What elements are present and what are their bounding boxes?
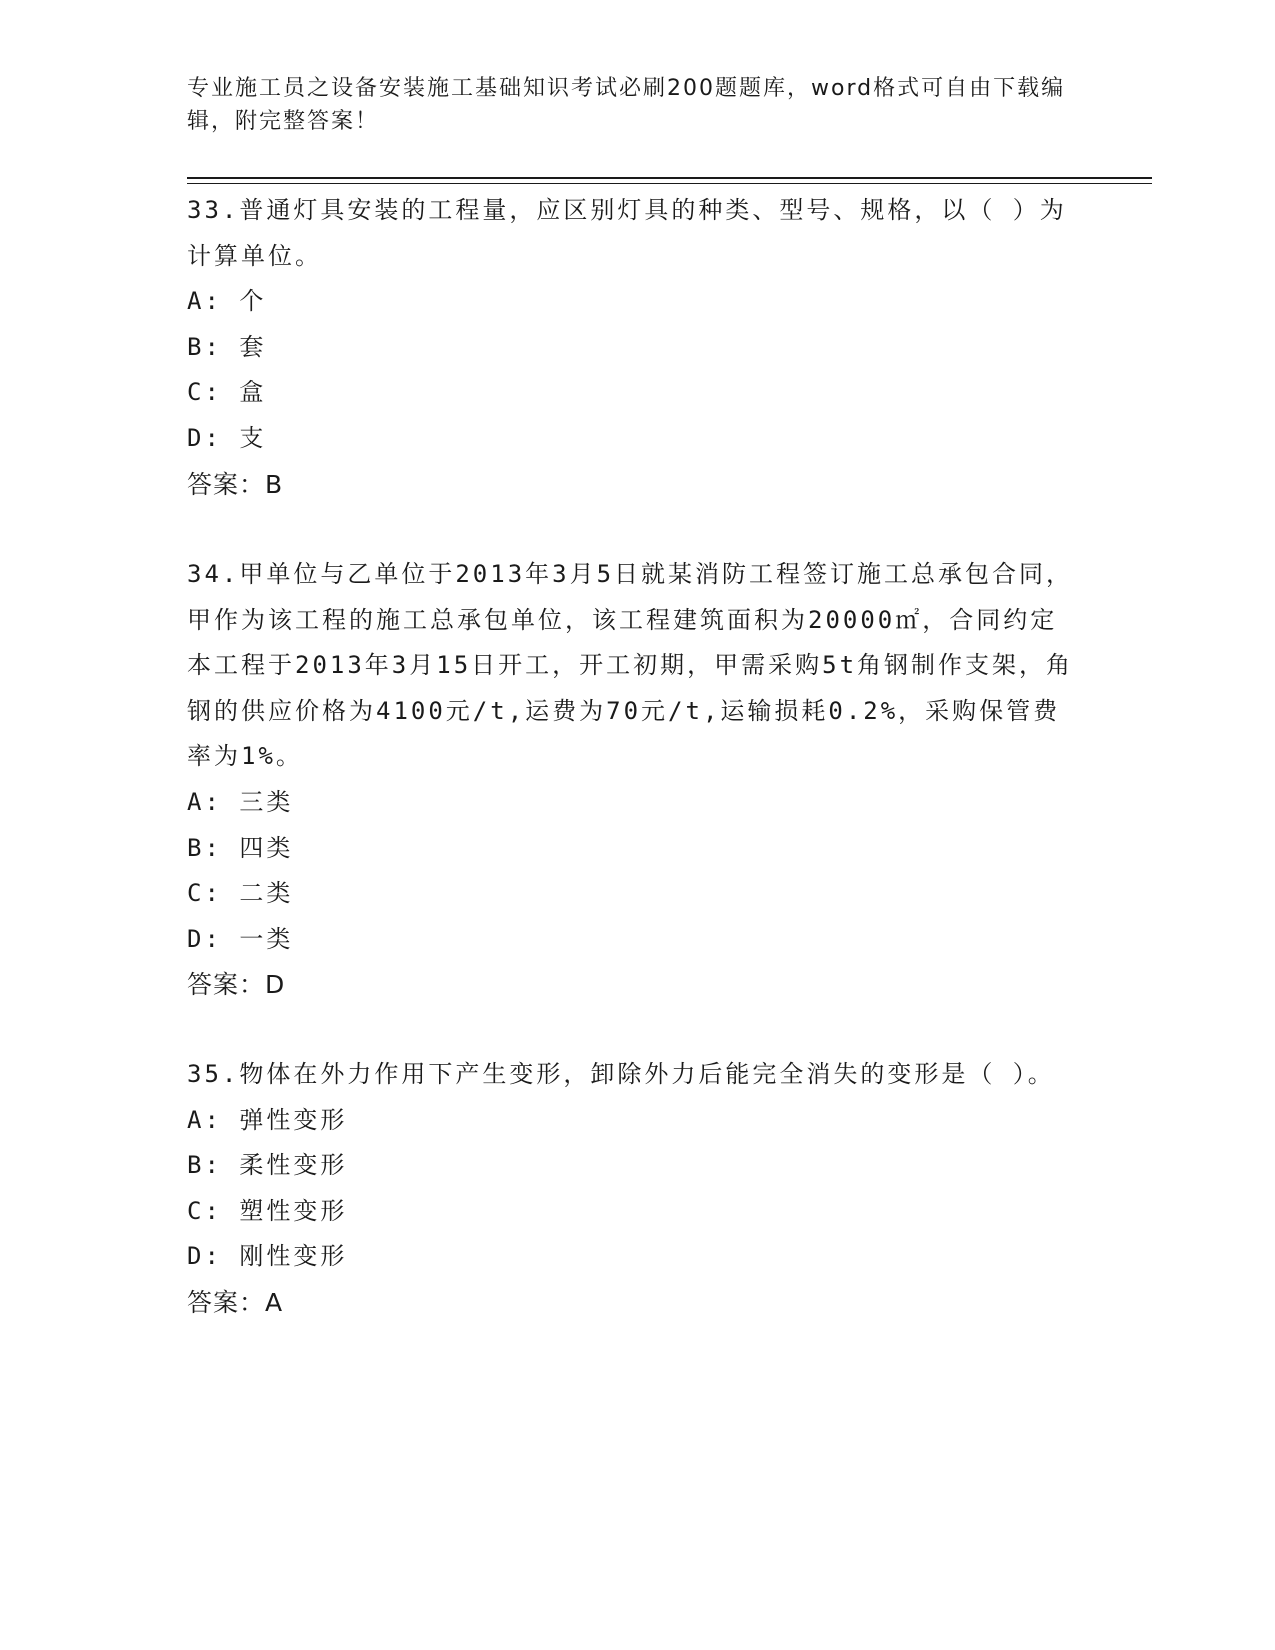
option-c: C: 二类 (187, 879, 294, 908)
option-c: C: 盒 (187, 378, 267, 407)
option-b: B: 四类 (187, 833, 294, 862)
document-header: 专业施工员之设备安装施工基础知识考试必刷200题题库，word格式可自由下载编辑，附完整答案！ (187, 76, 1066, 134)
question-stem: 33.普通灯具安装的工程量，应区别灯具的种类、型号、规格，以（ ）为计算单位。 (187, 196, 1067, 270)
option-b: B: 套 (187, 332, 267, 361)
option-b: B: 柔性变形 (187, 1151, 348, 1180)
option-a: A: 弹性变形 (187, 1105, 348, 1134)
answer-line: 答案：D (187, 970, 286, 1000)
option-a: A: 三类 (187, 787, 294, 816)
question-stem: 35.物体在外力作用下产生变形，卸除外力后能完全消失的变形是（ ）。 (187, 1060, 1055, 1088)
header-divider-thick (187, 177, 1152, 179)
answer-line: 答案：A (187, 1287, 284, 1317)
option-d: D: 刚性变形 (187, 1242, 348, 1271)
question-block (187, 552, 1077, 1008)
option-a: A: 个 (187, 287, 267, 316)
option-c: C: 塑性变形 (187, 1196, 348, 1225)
question-block (187, 1052, 1077, 1326)
question-stem: 34.甲单位与乙单位于2013年3月5日就某消防工程签订施工总承包合同，甲作为该工程的施工总承包单位，该工程建筑面积为20000㎡，合同约定本工程于2013年3月15日开工，开工初期，甲需采购5t角钢制作支架，角钢的供应价格为4100元/t,运费为70元/t,运输损耗0.2%，采购保管费率为1%。 (187, 560, 1074, 771)
question-block (187, 188, 1077, 507)
header-divider-thin (187, 183, 1152, 184)
option-d: D: 一类 (187, 924, 294, 953)
option-d: D: 支 (187, 423, 267, 452)
answer-line: 答案：B (187, 469, 284, 499)
